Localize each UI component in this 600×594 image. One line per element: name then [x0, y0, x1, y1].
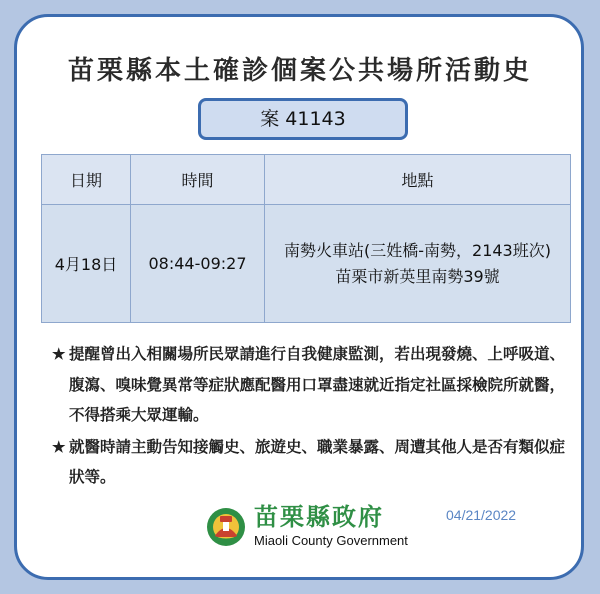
table-row: [42, 205, 571, 323]
place-address: 苗栗市新英里南勢39號: [335, 266, 500, 286]
star-icon: ★: [52, 437, 66, 456]
cell-date: 4月18日: [42, 205, 131, 323]
miaoli-county-emblem-icon: [206, 507, 246, 547]
activity-table: [41, 154, 571, 323]
table-header-row: [42, 155, 571, 205]
place-station: 南勢火車站(三姓橋-南勢，2143班次): [284, 240, 551, 260]
page-title: 苗栗縣本土確診個案公共場所活動史: [67, 56, 532, 86]
note-medical-disclosure: 就醫時請主動告知接觸史、旅遊史、職業暴露、周遭其他人是否有類似症狀等。: [69, 436, 566, 486]
publish-date: 04/21/2022: [446, 507, 517, 523]
header-time: 時間: [131, 155, 265, 205]
cell-place: [265, 205, 571, 323]
org-name-english: Miaoli County Government: [254, 533, 408, 548]
org-name: 苗栗縣政府: [254, 502, 384, 531]
notes-section: [52, 339, 572, 494]
case-number-badge: 案 41143: [198, 98, 408, 140]
note-item: [52, 339, 572, 431]
header-place: 地點: [265, 155, 571, 205]
note-item: [52, 432, 572, 493]
header-date: 日期: [42, 155, 131, 205]
cell-time: 08:44-09:27: [131, 205, 265, 323]
star-icon: ★: [52, 345, 66, 363]
note-health-monitoring: 提醒曾出入相關場所民眾請進行自我健康監測，若出現發燒、上呼吸道、腹瀉、嗅味覺異常等症狀應配醫用口罩盡速就近指定社區採檢院所就醫，不得搭乘大眾運輸。: [69, 344, 566, 424]
